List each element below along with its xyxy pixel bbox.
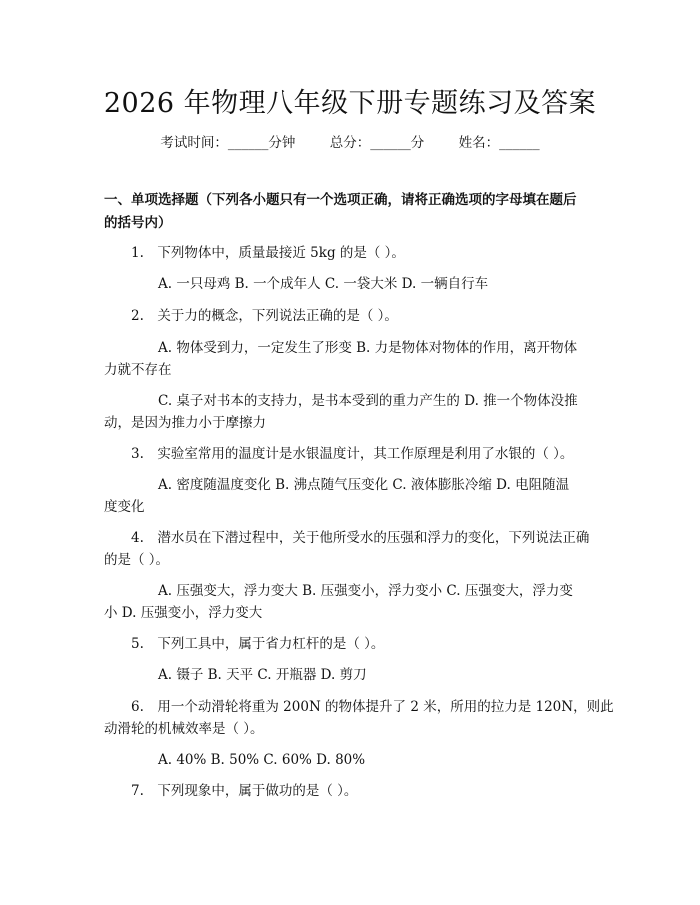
question-2-options: 力就不存在 bbox=[104, 362, 172, 378]
question-2-options: A. 物体受到力，一定发生了形变 B. 力是物体对物体的作用，离开物体 bbox=[158, 340, 578, 356]
question-6-options: A. 40% B. 50% C. 60% D. 80% bbox=[158, 752, 366, 768]
question-2-stem: 2. 关于力的概念，下列说法正确的是（ ）。 bbox=[131, 308, 398, 324]
question-7-stem: 7. 下列现象中，属于做功的是（ ）。 bbox=[131, 783, 358, 799]
section-heading-line: 的括号内） bbox=[104, 215, 172, 231]
question-2-options: 动，是因为推力小于摩擦力 bbox=[104, 415, 266, 431]
exam-time-field: 考试时间：______分钟 bbox=[160, 135, 296, 151]
question-3-options: A. 密度随温度变化 B. 沸点随气压变化 C. 液体膨胀冷缩 D. 电阻随温 bbox=[158, 477, 570, 493]
question-1-options: A. 一只母鸡 B. 一个成年人 C. 一袋大米 D. 一辆自行车 bbox=[158, 276, 489, 292]
question-4-stem: 的是（ ）。 bbox=[104, 552, 170, 568]
question-4-options: A. 压强变大，浮力变大 B. 压强变小，浮力变小 C. 压强变大，浮力变 bbox=[158, 583, 573, 599]
question-5-options: A. 镊子 B. 天平 C. 开瓶器 D. 剪刀 bbox=[158, 667, 367, 683]
question-2-options: C. 桌子对书本的支持力，是书本受到的重力产生的 D. 推一个物体没推 bbox=[158, 393, 578, 409]
total-score-field: 总分：______分 bbox=[329, 135, 425, 151]
section-heading bbox=[104, 189, 604, 235]
question-4-options: 小 D. 压强变小，浮力变大 bbox=[104, 605, 263, 621]
student-name-field: 姓名：______ bbox=[458, 135, 540, 151]
question-3-stem: 3. 实验室常用的温度计是水银温度计，其工作原理是利用了水银的（ ）。 bbox=[131, 446, 574, 462]
question-4-stem: 4. 潜水员在下潜过程中，关于他所受水的压强和浮力的变化，下列说法正确 bbox=[131, 530, 590, 546]
question-6-stem: 6. 用一个动滑轮将重为 200N 的物体提升了 2 米，所用的拉力是 120N，则此 bbox=[131, 699, 614, 715]
question-3-options: 度变化 bbox=[104, 499, 145, 515]
exam-info-line bbox=[0, 131, 700, 151]
question-1-stem: 1. 下列物体中，质量最接近 5kg 的是（ ）。 bbox=[131, 245, 405, 261]
document-title: 2026 年物理八年级下册专题练习及答案 bbox=[103, 88, 597, 119]
question-6-stem: 动滑轮的机械效率是（ ）。 bbox=[104, 721, 264, 737]
question-5-stem: 5. 下列工具中，属于省力杠杆的是（ ）。 bbox=[131, 636, 385, 652]
section-heading-line: 一、单项选择题（下列各小题只有一个选项正确，请将正确选项的字母填在题后 bbox=[104, 192, 577, 208]
